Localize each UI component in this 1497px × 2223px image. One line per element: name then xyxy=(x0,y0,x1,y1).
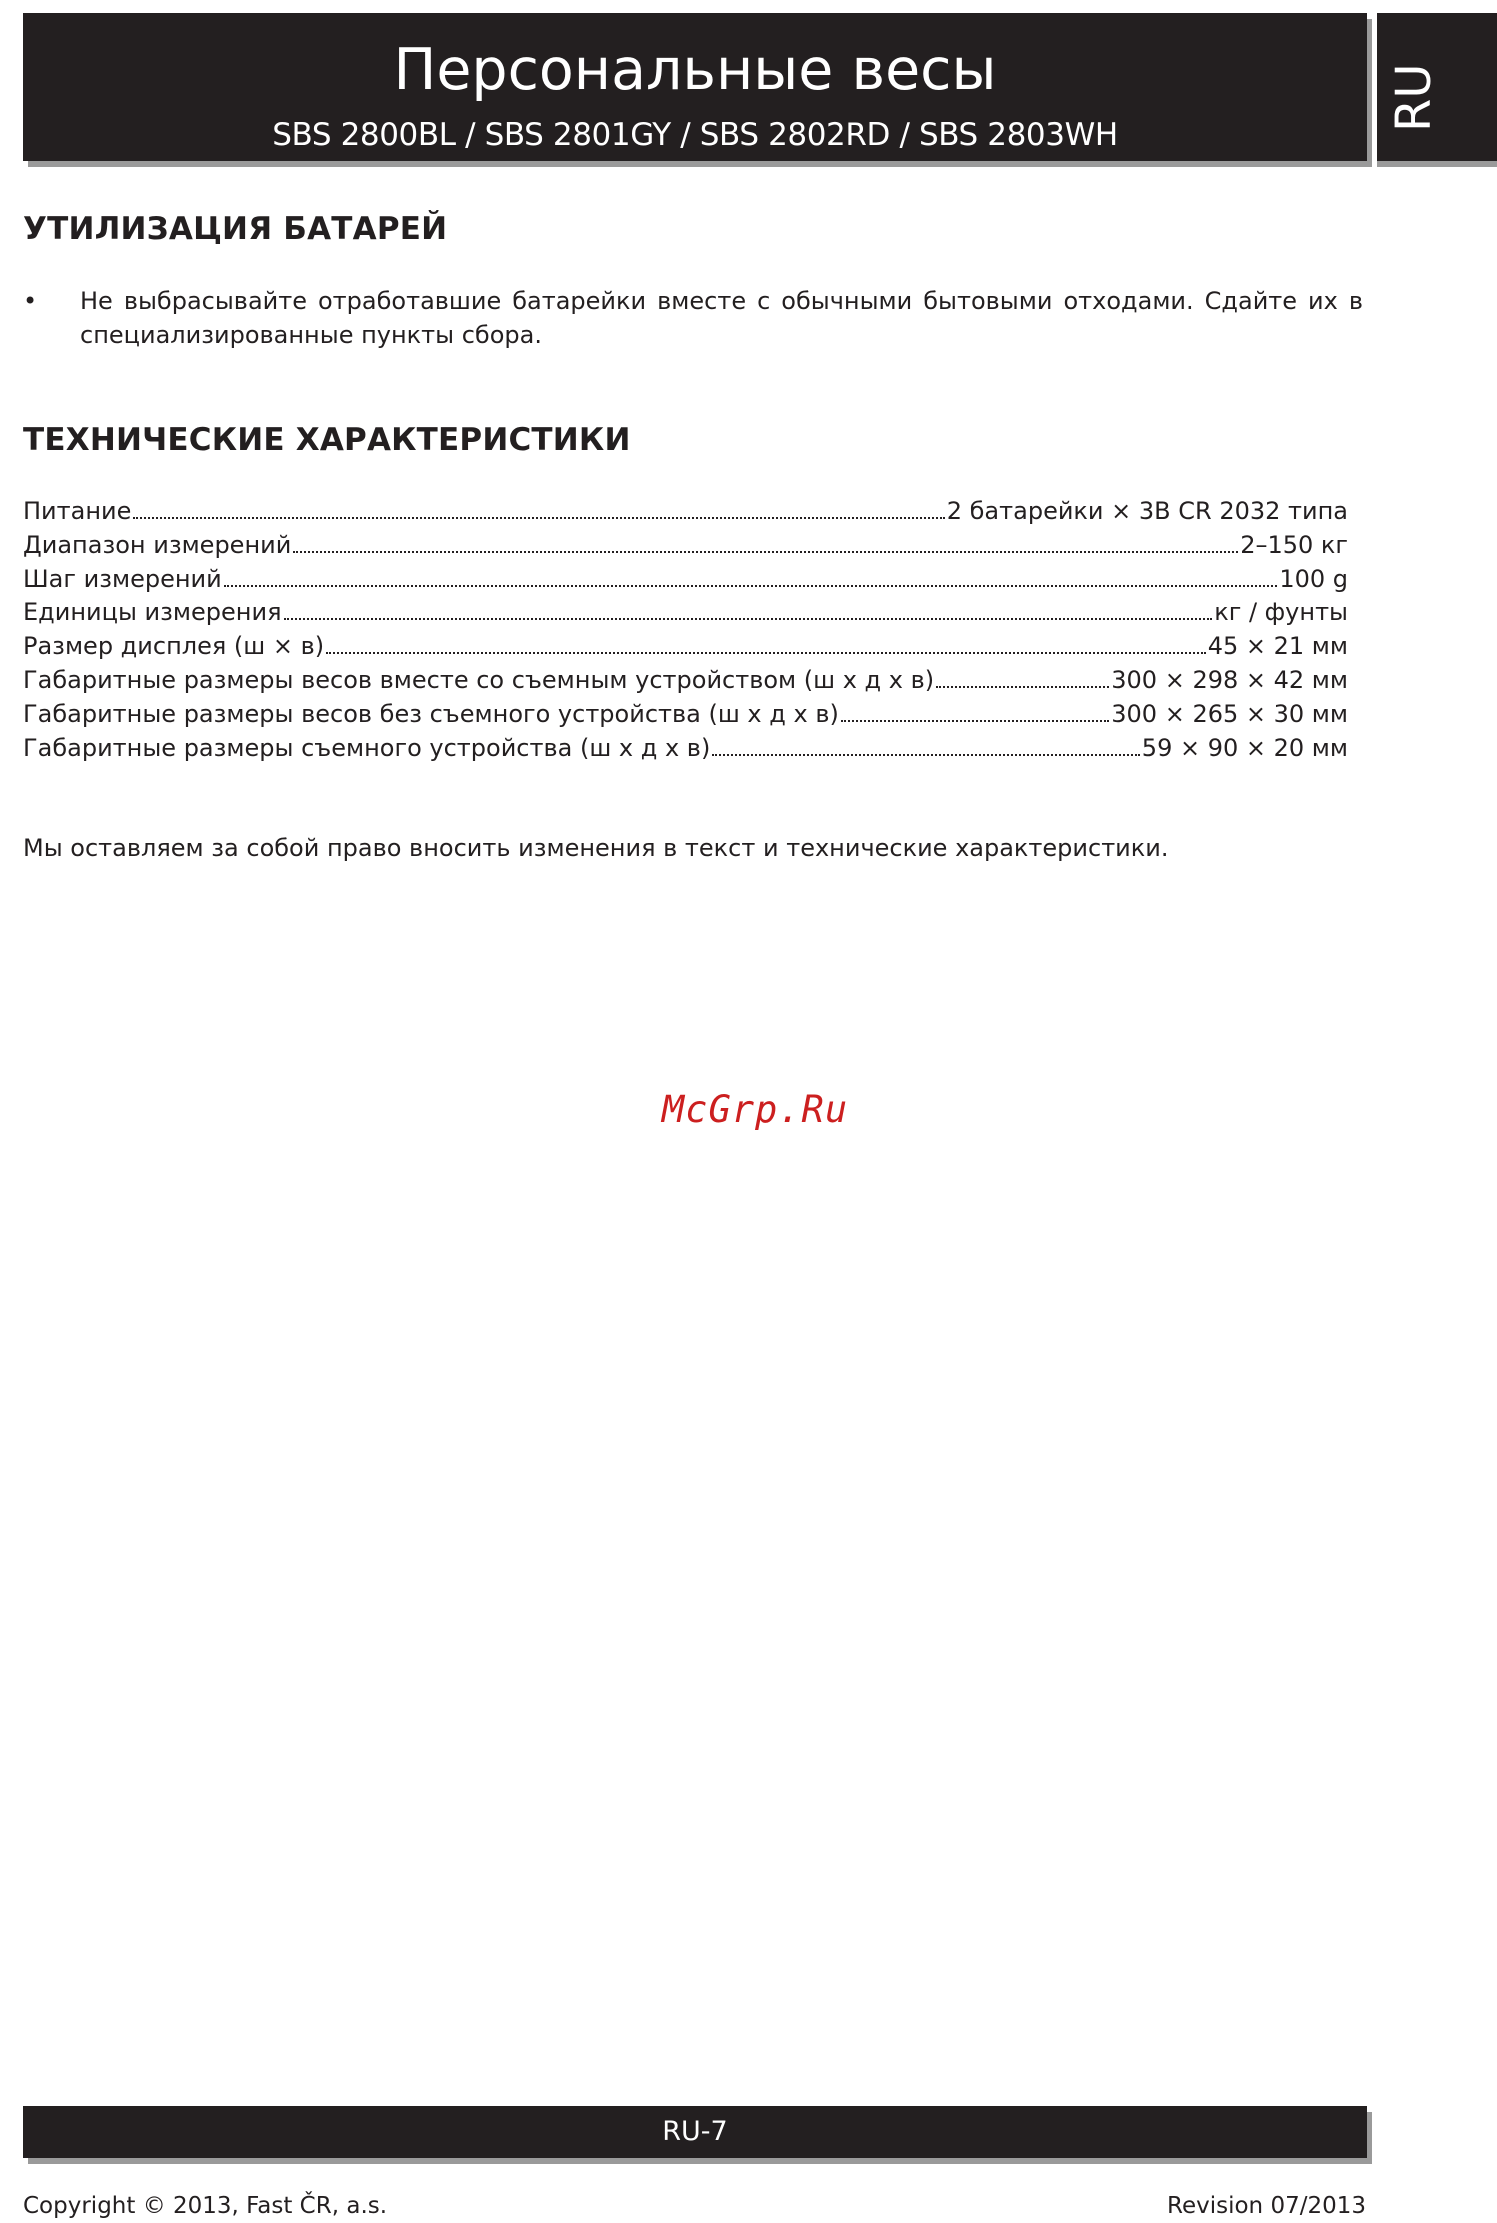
language-label: RU xyxy=(1386,63,1442,132)
revision: Revision 07/2013 xyxy=(1167,2193,1366,2219)
page-title: Персональные весы xyxy=(393,37,997,103)
spec-list xyxy=(23,495,1348,765)
dot-leader xyxy=(284,618,1213,620)
dot-leader xyxy=(224,585,1278,587)
spec-value: кг / фунты xyxy=(1214,598,1348,627)
spec-label: Размер дисплея (ш × в) xyxy=(23,632,325,661)
dot-leader xyxy=(326,652,1206,654)
page-header xyxy=(23,13,1367,161)
page-number: RU-7 xyxy=(662,2116,728,2147)
dot-leader xyxy=(841,720,1109,722)
spec-row-range xyxy=(23,529,1348,563)
dot-leader xyxy=(293,551,1238,553)
copyright: Copyright © 2013, Fast ČR, a.s. xyxy=(23,2193,388,2219)
watermark: McGrp.Ru xyxy=(661,1088,849,1131)
spec-value: 59 × 90 × 20 мм xyxy=(1141,733,1348,762)
spec-label: Габаритные размеры весов вместе со съемным устройством (ш x д x в) xyxy=(23,665,935,694)
dot-leader xyxy=(133,517,944,519)
spec-row-display xyxy=(23,630,1348,664)
spec-row-power xyxy=(23,495,1348,529)
bullet-marker: • xyxy=(23,287,38,315)
spec-label: Габаритные размеры весов без съемного устройства (ш x д x в) xyxy=(23,699,839,728)
battery-disposal-text: Не выбрасывайте отработавшие батарейки вместе с обычными бытовыми отходами. Сдайте их в специализированные пункты сбора. xyxy=(80,287,1363,349)
spec-row-dims-with-unit xyxy=(23,664,1348,698)
disclaimer-note: Мы оставляем за собой право вносить изменения в текст и технические характеристики. xyxy=(23,834,1169,862)
tech-specs-heading: ТЕХНИЧЕСКИЕ ХАРАКТЕРИСТИКИ xyxy=(23,422,631,458)
spec-row-dims-without-unit xyxy=(23,698,1348,732)
dot-leader xyxy=(712,754,1139,756)
dot-leader xyxy=(936,686,1109,688)
model-numbers: SBS 2800BL / SBS 2801GY / SBS 2802RD / SBS 2803WH xyxy=(272,117,1118,153)
spec-value: 100 g xyxy=(1279,564,1348,593)
spec-row-dims-detachable xyxy=(23,732,1348,766)
spec-label: Единицы измерения xyxy=(23,598,282,627)
spec-row-step xyxy=(23,563,1348,597)
battery-disposal-heading: УТИЛИЗАЦИЯ БАТАРЕЙ xyxy=(23,211,448,247)
spec-label: Шаг измерений xyxy=(23,564,222,593)
battery-disposal-item xyxy=(23,284,1363,352)
spec-value: 300 × 298 × 42 мм xyxy=(1111,665,1348,694)
spec-value: 2 батарейки × 3В CR 2032 типа xyxy=(946,497,1348,525)
spec-row-units xyxy=(23,596,1348,630)
spec-value: 300 × 265 × 30 мм xyxy=(1111,699,1348,728)
spec-label: Диапазон измерений xyxy=(23,530,292,559)
page-number-bar xyxy=(23,2106,1367,2158)
spec-label: Габаритные размеры съемного устройства (ш x д x в) xyxy=(23,733,711,762)
spec-label: Питание xyxy=(23,497,132,525)
spec-value: 45 × 21 мм xyxy=(1207,632,1348,661)
spec-value: 2–150 кг xyxy=(1240,530,1348,559)
language-tab xyxy=(1377,13,1497,161)
